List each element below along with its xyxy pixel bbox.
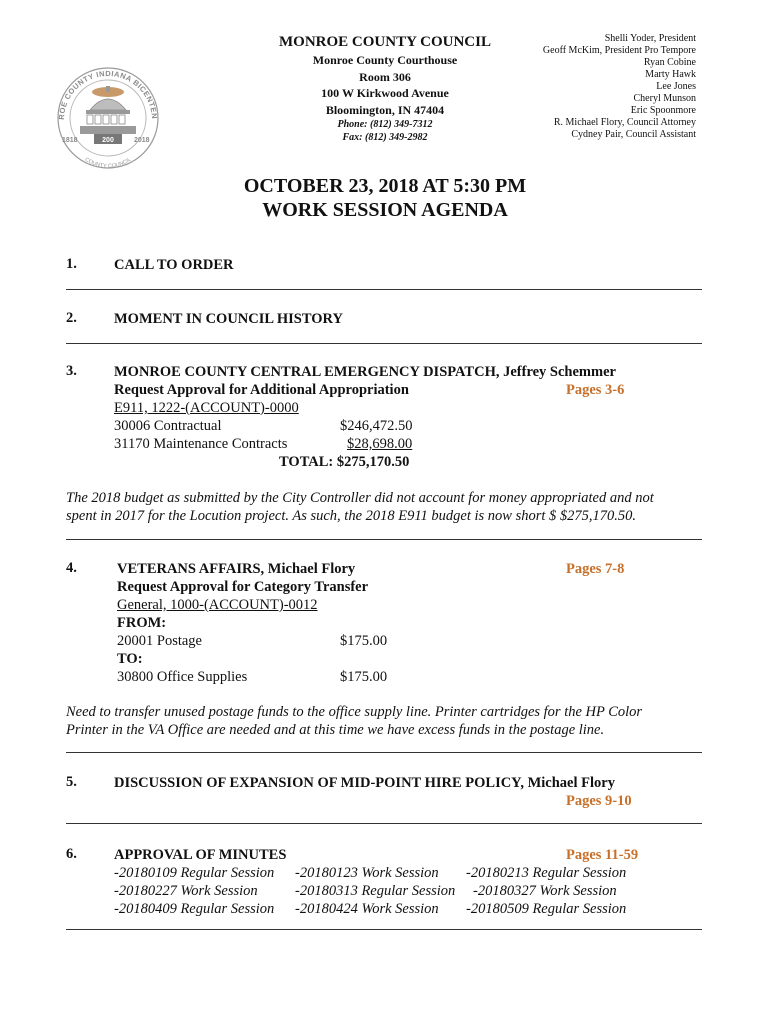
item-number: 5.	[66, 774, 77, 790]
member: Marty Hawk	[645, 69, 696, 80]
seal-top-text: ROE COUNTY INDIANA BICENTEN	[56, 68, 160, 120]
line-item-label: 30800 Office Supplies	[117, 669, 248, 685]
item-note: Need to transfer unused postage funds to the office supply line. Printer cartridges for the HP Color	[66, 704, 643, 720]
minutes-entry: -20180213 Regular Session	[466, 865, 627, 881]
item-note: Printer in the VA Office are needed and at this time we have excess funds in the postage line.	[66, 722, 605, 738]
pages-link[interactable]: Pages 9-10	[566, 793, 632, 809]
line-item-amount: $175.00	[340, 669, 388, 685]
agenda-title	[185, 174, 585, 222]
line-item-label: 30006 Contractual	[114, 418, 222, 434]
bicentennial-seal	[50, 62, 166, 170]
minutes-entry: -20180327 Work Session	[473, 883, 617, 899]
line-item-amount: $175.00	[340, 633, 388, 649]
minutes-entry: -20180409 Regular Session	[114, 901, 275, 917]
address-line-4: Bloomington, IN 47404	[325, 102, 445, 117]
item-number: 1.	[66, 256, 77, 272]
item-title-dispatch: MONROE COUNTY CENTRAL EMERGENCY DISPATCH, Jeffrey Schemmer	[114, 364, 616, 380]
item-request: Request Approval for Category Transfer	[117, 579, 369, 595]
item-number: 6.	[66, 846, 77, 862]
meeting-date: OCTOBER 23, 2018 AT 5:30 PM	[243, 175, 527, 197]
fax: Fax: (812) 349-2982	[342, 132, 428, 143]
minutes-entry: -20180123 Work Session	[295, 865, 439, 881]
minutes-entry: -20180509 Regular Session	[466, 901, 627, 917]
from-label: FROM:	[117, 615, 167, 631]
divider	[66, 539, 702, 540]
line-item-label: 31170 Maintenance Contracts	[114, 436, 288, 452]
divider	[66, 823, 702, 824]
svg-text:COUNTY COUNCIL	[84, 157, 133, 170]
seal-year-right: 2018	[134, 137, 150, 144]
item-title-call-to-order: CALL TO ORDER	[114, 257, 234, 273]
member: R. Michael Flory, Council Attorney	[553, 117, 696, 128]
pages-link[interactable]: Pages 7-8	[566, 561, 625, 577]
address-line-1: Monroe County Courthouse	[312, 53, 458, 67]
divider	[66, 752, 702, 753]
member: Geoff McKim, President Pro Tempore	[542, 45, 696, 56]
minutes-entry: -20180109 Regular Session	[114, 865, 275, 881]
council-members	[500, 33, 696, 141]
line-item-label: 20001 Postage	[117, 633, 202, 649]
item-note: spent in 2017 for the Locution project. As such, the 2018 E911 budget is now short $ $275,170.50.	[66, 508, 637, 524]
minutes-entry: -20180424 Work Session	[295, 901, 439, 917]
to-label: TO:	[117, 651, 143, 667]
item-note: The 2018 budget as submitted by the City Controller did not account for money appropriated and not	[66, 490, 654, 506]
pages-link[interactable]: Pages 3-6	[566, 382, 625, 398]
minutes-entry: -20180227 Work Session	[114, 883, 258, 899]
seal-year-left: 1818	[62, 137, 78, 144]
item-title-veterans: VETERANS AFFAIRS, Michael Flory	[117, 561, 356, 577]
line-item-amount: $246,472.50	[340, 418, 413, 434]
member: Eric Spoonmore	[630, 105, 696, 116]
line-item-amount: $28,698.00	[347, 436, 413, 452]
item-number: 2.	[66, 310, 77, 326]
phone: Phone: (812) 349-7312	[337, 119, 433, 130]
address-line-2: Room 306	[359, 69, 411, 84]
pages-link[interactable]: Pages 11-59	[566, 847, 639, 863]
item-request: Request Approval for Additional Appropriation	[114, 382, 409, 398]
item-title-midpoint-hire: DISCUSSION OF EXPANSION OF MID-POINT HIRE POLICY, Michael Flory	[114, 775, 615, 791]
divider	[66, 343, 702, 344]
member: Lee Jones	[656, 81, 696, 92]
minutes-entry: -20180313 Regular Session	[295, 883, 456, 899]
council-name: MONROE COUNTY COUNCIL	[279, 34, 491, 50]
fund-account: E911, 1222-(ACCOUNT)-0000	[114, 400, 299, 416]
seal-year-center: 200	[102, 137, 114, 144]
divider	[66, 289, 702, 290]
member: Cheryl Munson	[633, 93, 696, 104]
item-title-minutes: APPROVAL OF MINUTES	[114, 847, 287, 863]
address-line-3: 100 W Kirkwood Avenue	[321, 86, 449, 100]
member: Ryan Cobine	[643, 57, 696, 68]
seal-bottom-text: COUNTY COUNCIL	[83, 156, 133, 170]
item-number: 3.	[66, 363, 77, 379]
agenda-type: WORK SESSION AGENDA	[262, 199, 508, 221]
member: Cydney Pair, Council Assistant	[571, 129, 696, 140]
fund-account: General, 1000-(ACCOUNT)-0012	[117, 597, 318, 613]
item-title-council-history: MOMENT IN COUNCIL HISTORY	[114, 311, 343, 327]
divider	[66, 929, 702, 930]
member: Shelli Yoder, President	[604, 33, 696, 44]
item-number: 4.	[66, 560, 77, 576]
total-amount: TOTAL: $275,170.50	[279, 454, 410, 470]
council-header	[250, 33, 520, 144]
